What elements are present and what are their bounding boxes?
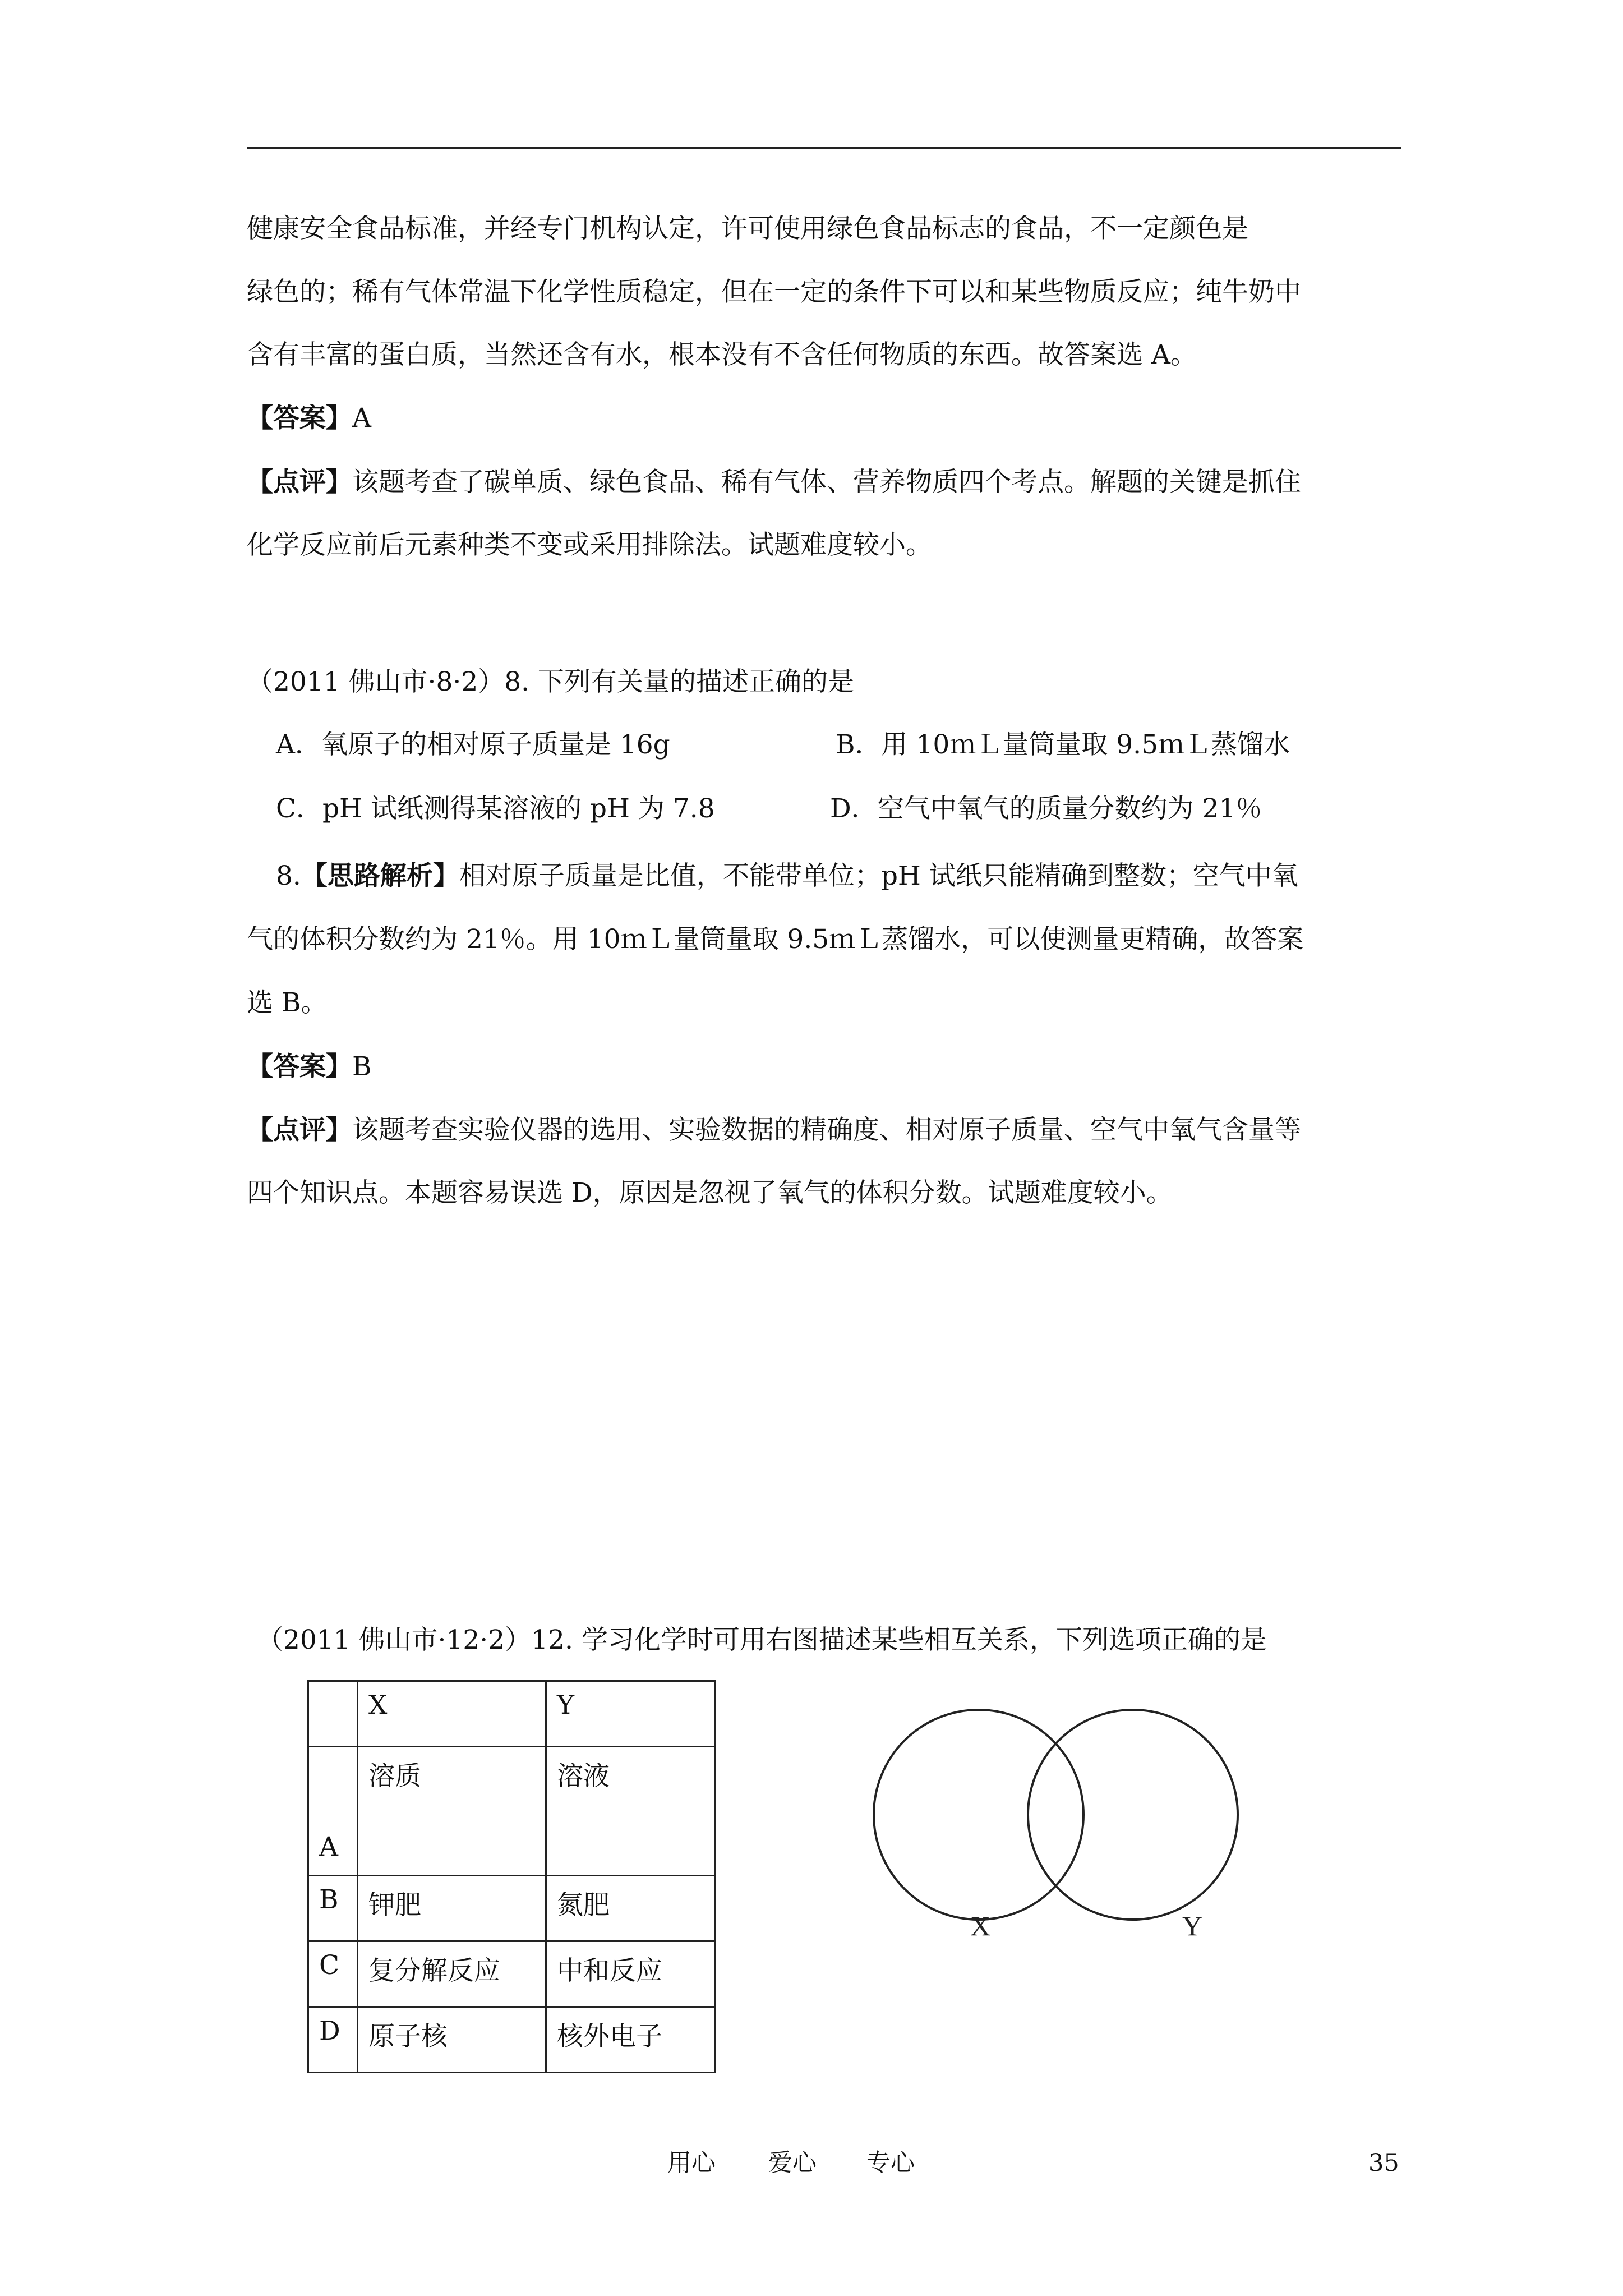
table-header-row [308,1681,715,1747]
footer-motto-2: 爱心 [768,2149,817,2177]
comment1-line1: 【点评】该题考查了碳单质、绿色食品、稀有气体、营养物质四个考点。解题的关键是抓住 [247,467,1301,498]
venn-circle-y [1028,1710,1238,1920]
question8-option-b: B．用 10ｍＬ量筒量取 9.5ｍＬ蒸馏水 [836,729,1290,760]
section-marker: 【思路解析】 [301,861,459,891]
section-marker: 【答案】 [247,1051,352,1082]
table-row [308,1941,715,2007]
table-cell: 核外电子 [546,2007,715,2073]
section-marker: 【答案】 [247,403,352,434]
table-row-key: D [308,2007,358,2073]
comment8-line2: 四个知识点。本题容易误选 D，原因是忽视了氧气的体积分数。试题难度较小。 [247,1177,1173,1208]
table-cell: 复分解反应 [358,1941,546,2007]
comment1-line2: 化学反应前后元素种类不变或采用排除法。试题难度较小。 [247,530,932,560]
answer1: 【答案】A [247,403,371,434]
question12-stem: （2011 佛山市·12·2）12. 学习化学时可用右图描述某些相互关系，下列选项正确的是 [257,1625,1267,1655]
table-header-cell: X [358,1681,546,1747]
analysis8-line2: 气的体积分数约为 21％。用 10ｍＬ量筒量取 9.5ｍＬ蒸馏水，可以使测量更精确，故答案 [247,924,1304,955]
analysis8-line3: 选 B。 [247,987,328,1018]
table-cell: 氮肥 [546,1876,715,1941]
section-marker: 【点评】 [247,467,352,498]
table-row [308,1876,715,1941]
table-row-key: A [308,1747,358,1876]
table-row [308,2007,715,2073]
question8-option-c: C．pH 试纸测得某溶液的 pH 为 7.8 [276,793,715,824]
table-cell: 溶液 [546,1747,715,1876]
table-cell: 溶质 [358,1747,546,1876]
venn-circle-x [874,1710,1083,1920]
footer-motto-3: 专心 [866,2149,915,2177]
paragraph1-line2: 绿色的；稀有气体常温下化学性质稳定，但在一定的条件下可以和某些物质反应；纯牛奶中 [247,277,1301,307]
answer8: 【答案】B [247,1051,372,1082]
table-header-cell: Y [546,1681,715,1747]
footer-motto-1: 用心 [667,2149,716,2177]
section-marker: 【点评】 [247,1115,352,1145]
table-cell: 中和反应 [546,1941,715,2007]
venn-label-y: Y [1182,1910,1203,1941]
question8-option-d: D．空气中氧气的质量分数约为 21％ [830,793,1262,824]
table-row-key: C [308,1941,358,2007]
venn-diagram [864,1683,1256,1947]
comment8-line1: 【点评】该题考查实验仪器的选用、实验数据的精确度、相对原子质量、空气中氧气含量等 [247,1115,1301,1145]
table-row [308,1747,715,1876]
table-cell: 钾肥 [358,1876,546,1941]
paragraph1-line3: 含有丰富的蛋白质，当然还含有水，根本没有不含任何物质的东西。故答案选 A。 [247,339,1197,370]
question8-option-a: A．氧原子的相对原子质量是 16g [276,729,670,760]
page-number: 35 [1368,2149,1399,2177]
header-rule [247,147,1401,149]
question12-table [307,1680,716,2073]
venn-label-x: X [970,1910,991,1941]
table-cell: 原子核 [358,2007,546,2073]
table-header-cell [308,1681,358,1747]
analysis8-line1: 8.【思路解析】相对原子质量是比值，不能带单位；pH 试纸只能精确到整数；空气中氧 [276,861,1298,891]
table-row-key: B [308,1876,358,1941]
paragraph1-line1: 健康安全食品标准，并经专门机构认定，许可使用绿色食品标志的食品，不一定颜色是 [247,213,1248,244]
question8-stem: （2011 佛山市·8·2）8. 下列有关量的描述正确的是 [247,666,855,697]
